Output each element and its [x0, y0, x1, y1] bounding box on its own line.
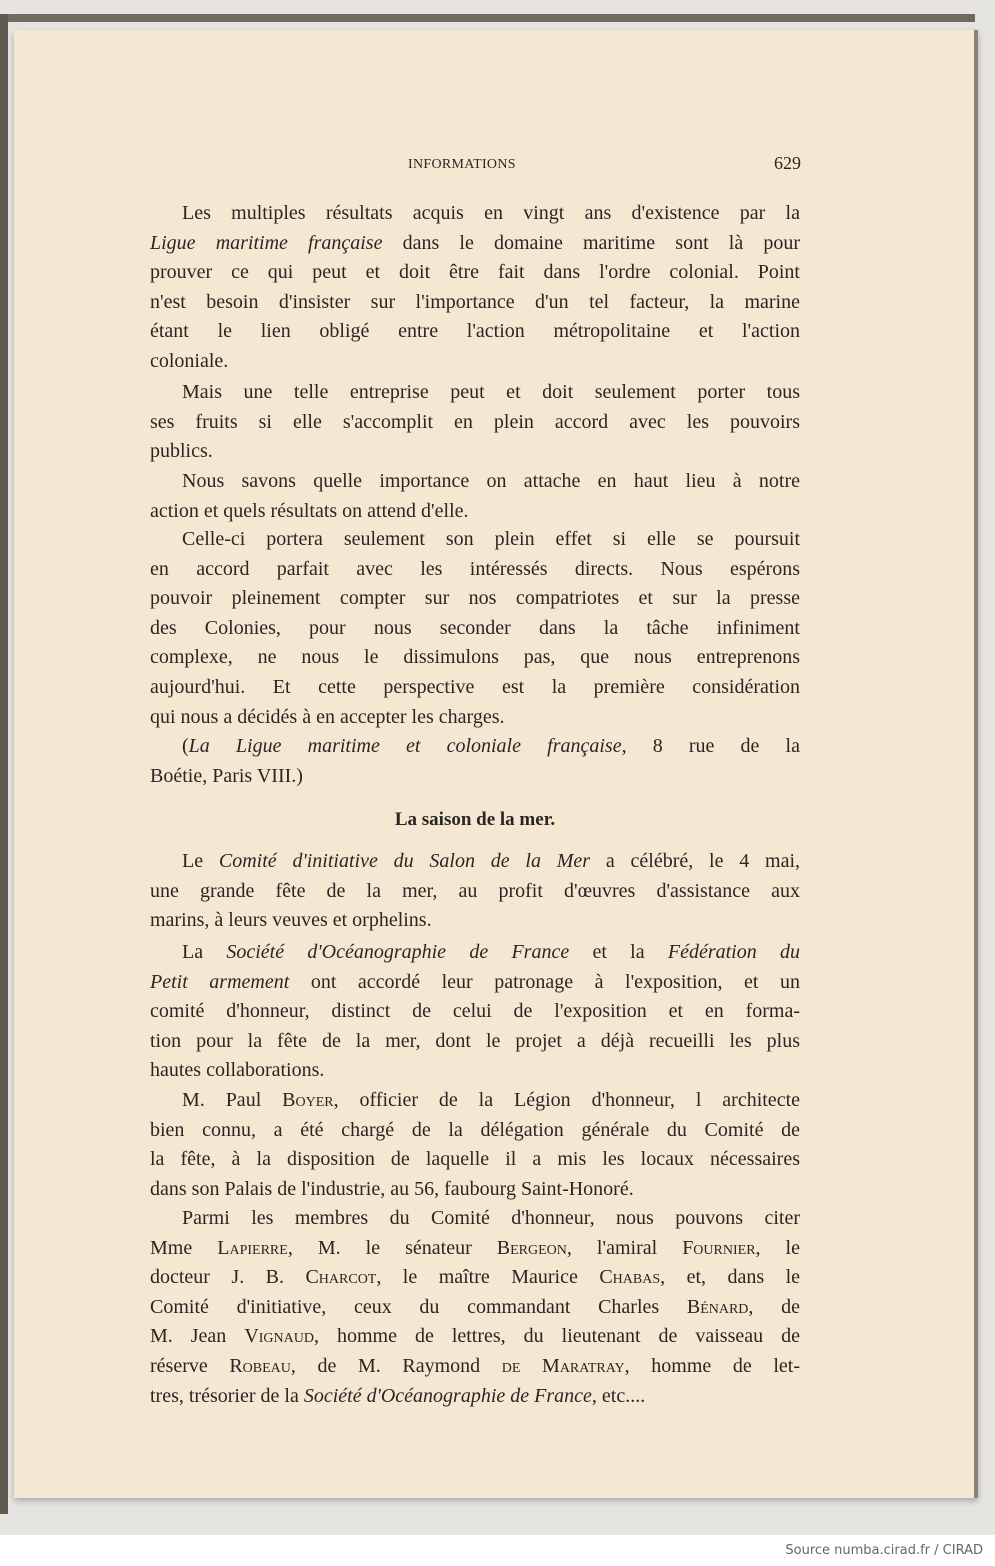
running-title: INFORMATIONS [408, 157, 516, 172]
small-caps-name: Bénard [686, 1295, 749, 1318]
text-segment: , de [748, 1295, 800, 1318]
text-segment: La [182, 941, 227, 963]
section-heading: La saison de la mer. [394, 809, 556, 830]
text-segment: des Colonies, pour nous seconder dans la tâche infiniment [150, 616, 800, 639]
paragraph [150, 938, 800, 1086]
paragraph [150, 847, 800, 936]
text-segment: Boétie, Paris VIII.) [150, 764, 303, 787]
text-line [150, 1263, 800, 1293]
text-segment: marins, à leurs veuves et orphelins. [150, 909, 432, 932]
text-segment: et la [569, 941, 668, 963]
small-caps-name: de Maratray [501, 1354, 625, 1377]
text-segment: tres, trésorier de la [150, 1384, 304, 1407]
text-line [150, 732, 800, 762]
text-segment: ont accordé leur patronage à l'exposition, et un [289, 970, 800, 993]
text-line [150, 584, 800, 614]
paragraph [150, 378, 800, 467]
text-segment: une grande fête de la mer, au profit d'œuvres d'assistance aux [150, 879, 800, 902]
text-line [150, 938, 800, 968]
text-line [150, 762, 800, 792]
text-line [150, 229, 800, 259]
text-segment: , et, dans le [660, 1266, 801, 1289]
text-segment: Le [182, 850, 219, 872]
text-segment: dans le domaine maritime sont là pour [382, 231, 800, 254]
text-segment: M. Paul [182, 1089, 283, 1111]
text-line [150, 288, 800, 318]
source-credit: Source numba.cirad.fr / CIRAD [785, 1543, 983, 1558]
text-line [150, 1175, 800, 1205]
text-segment: , 8 rue de la [621, 735, 800, 757]
text-segment: aujourd'hui. Et cette perspective est la première considération [150, 675, 800, 698]
text-line [150, 997, 800, 1027]
text-segment: Celle-ci portera seulement son plein effet si elle se poursuit [182, 528, 800, 550]
page-number: 629 [774, 153, 801, 173]
text-line [150, 378, 800, 408]
text-segment: Comité d'initiative, ceux du commandant Charles [150, 1295, 687, 1318]
text-segment: prouver ce qui peut et doit être fait dans l'ordre colonial. Point [150, 261, 800, 284]
text-segment: comité d'honneur, distinct de celui de l'exposition et en forma- [150, 1000, 800, 1023]
text-line [150, 1086, 800, 1116]
text-segment: Les multiples résultats acquis en vingt ans d'existence par la [182, 202, 800, 224]
italic-text: La Ligue maritime et coloniale française [188, 735, 622, 757]
text-line [150, 643, 800, 673]
text-segment: coloniale. [150, 349, 229, 372]
text-segment: M. Jean [150, 1325, 245, 1348]
small-caps-name: Lapierre [217, 1236, 288, 1259]
text-line [150, 1204, 800, 1234]
text-line [150, 906, 800, 936]
text-segment: Mme [150, 1236, 218, 1259]
text-segment: hautes collaborations. [150, 1059, 325, 1082]
text-segment: , etc.... [591, 1384, 646, 1407]
italic-text: Comité d'initiative du Salon de la Mer [218, 850, 591, 872]
text-segment: en accord parfait avec les intéressés directs. Nous espérons [150, 557, 800, 580]
text-line [150, 317, 800, 347]
paragraph [150, 732, 800, 791]
text-segment: ( [182, 735, 189, 757]
text-segment: qui nous a décidés à en accepter les charges. [150, 705, 505, 728]
text-line [150, 673, 800, 703]
text-line [150, 1322, 800, 1352]
italic-text: Petit armement [150, 970, 290, 993]
small-caps-name: Vignaud [244, 1325, 314, 1348]
small-caps-name: Charcot [305, 1266, 377, 1289]
text-line [150, 968, 800, 998]
italic-text: Société d'Océanographie de France [226, 941, 570, 963]
small-caps-name: Boyer [282, 1089, 334, 1111]
text-line [150, 347, 800, 377]
text-segment: , M. le sénateur [287, 1236, 497, 1259]
text-segment: réserve [150, 1354, 230, 1377]
small-caps-name: Robeau [229, 1354, 291, 1377]
paragraph [150, 1204, 800, 1411]
book-spine [0, 14, 8, 1514]
text-segment: tion pour la fête de la mer, dont le projet a déjà recueilli les plus [150, 1029, 800, 1052]
text-line [150, 199, 800, 229]
text-segment: , homme de lettres, du lieutenant de vaisseau de [313, 1325, 800, 1348]
text-segment: complexe, ne nous le dissimulons pas, que nous entreprenons [150, 646, 800, 669]
text-segment: , homme de let- [624, 1354, 800, 1377]
paragraph [150, 199, 800, 377]
text-segment: ses fruits si elle s'accomplit en plein accord avec les pouvoirs [150, 410, 800, 433]
text-line [150, 1027, 800, 1057]
small-caps-name: Fournier [682, 1236, 756, 1259]
text-line [150, 1145, 800, 1175]
small-caps-name: Chabas [599, 1266, 661, 1289]
text-line [150, 1056, 800, 1086]
text-line [150, 258, 800, 288]
text-line [150, 408, 800, 438]
text-line [150, 703, 800, 733]
text-segment: a célébré, le 4 mai, [590, 850, 801, 872]
paragraph [150, 467, 800, 526]
text-segment: docteur J. B. [150, 1266, 306, 1289]
text-line [150, 1382, 800, 1412]
text-line [150, 877, 800, 907]
text-line [150, 467, 800, 497]
text-segment: dans son Palais de l'industrie, au 56, faubourg Saint-Honoré. [150, 1177, 634, 1200]
text-segment: Parmi les membres du Comité d'honneur, nous pouvons citer [182, 1207, 800, 1229]
text-line [150, 847, 800, 877]
text-line [150, 614, 800, 644]
text-line [150, 1234, 800, 1264]
text-line [150, 1293, 800, 1323]
paragraph [150, 525, 800, 732]
text-line [150, 437, 800, 467]
book-binding-edge [0, 14, 975, 44]
text-segment: n'est besoin d'insister sur l'importance d'un tel facteur, la marine [150, 290, 800, 313]
text-segment: la fête, à la disposition de laquelle il a mis les locaux nécessaires [150, 1148, 800, 1171]
text-line [150, 497, 800, 527]
text-segment: , officier de la Légion d'honneur, l architecte [333, 1089, 800, 1111]
text-segment: , l'amiral [566, 1236, 683, 1259]
small-caps-name: Bergeon [496, 1236, 567, 1259]
text-segment: , le maître Maurice [376, 1266, 600, 1289]
text-segment: pouvoir pleinement compter sur nos compatriotes et sur la presse [150, 587, 800, 610]
text-line [150, 1116, 800, 1146]
text-segment: Nous savons quelle importance on attache en haut lieu à notre [182, 470, 800, 492]
text-segment: bien connu, a été chargé de la délégation générale du Comité de [150, 1118, 800, 1141]
text-segment: Mais une telle entreprise peut et doit seulement porter tous [182, 381, 800, 403]
italic-text: Ligue maritime française [150, 231, 383, 254]
text-segment: , de M. Raymond [290, 1354, 502, 1377]
text-segment: action et quels résultats on attend d'elle. [150, 499, 469, 522]
italic-text: Fédération du [667, 941, 801, 963]
text-line [150, 525, 800, 555]
text-line [150, 1352, 800, 1382]
text-segment: étant le lien obligé entre l'action métropolitaine et l'action [150, 320, 800, 343]
paragraph [150, 1086, 800, 1204]
italic-text: Société d'Océanographie de France [303, 1384, 592, 1407]
text-segment: publics. [150, 440, 213, 463]
text-segment: , le [755, 1236, 800, 1259]
text-line [150, 555, 800, 585]
